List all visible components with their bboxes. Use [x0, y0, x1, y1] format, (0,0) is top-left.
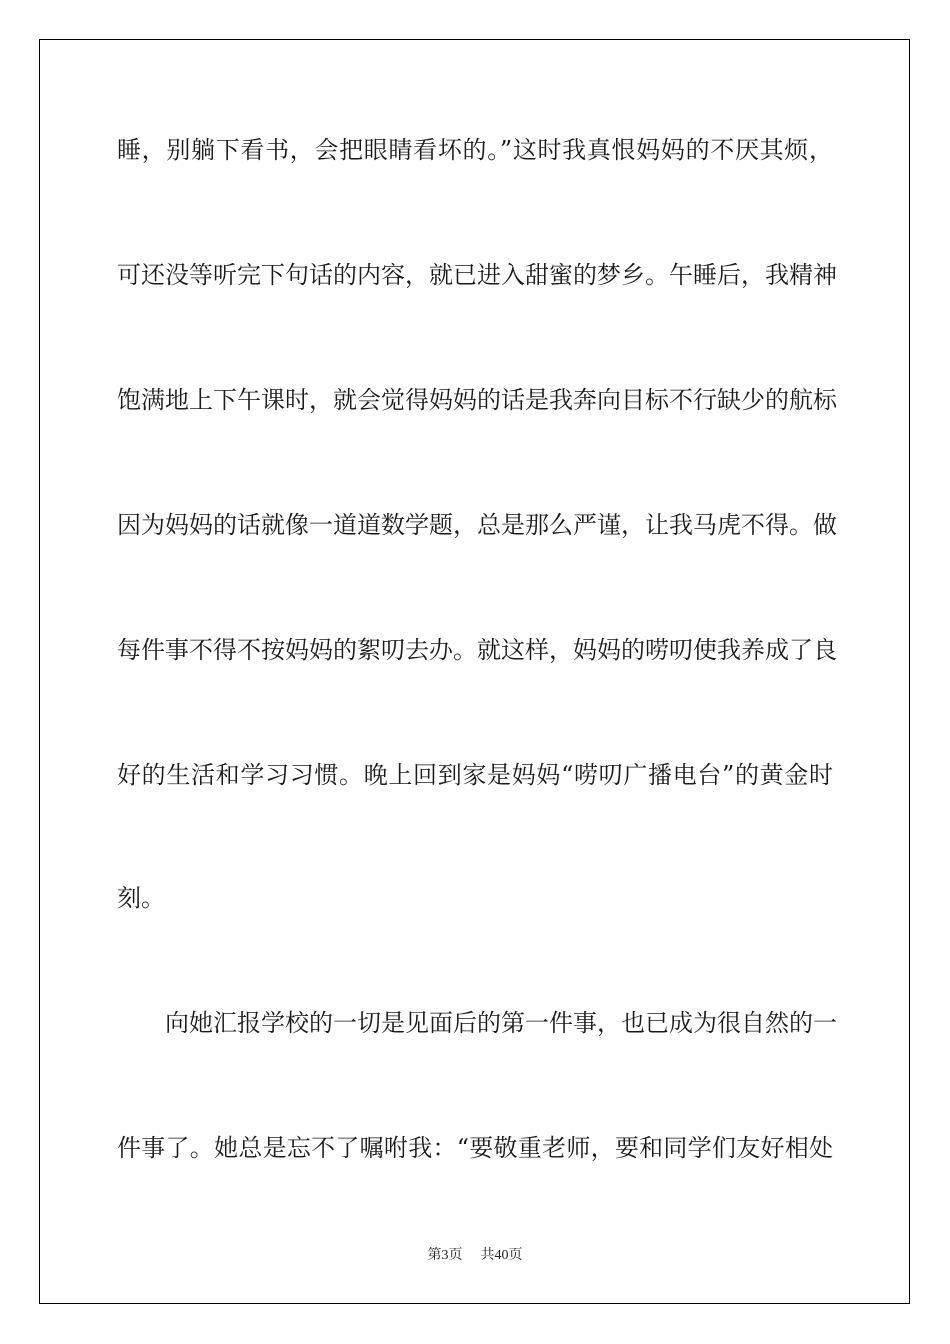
text-line-2: 可还没等听完下句话的内容，就已进入甜蜜的梦乡。午睡后，我精神: [117, 261, 837, 289]
text-line-5: 每件事不得不按妈妈的絮叨去办。就这样，妈妈的唠叨使我养成了良: [117, 636, 837, 664]
text-line-8: 向她汇报学校的一切是见面后的第一件事，也已成为很自然的一: [165, 1009, 837, 1037]
text-line-1: 睡，别躺下看书，会把眼睛看坏的。”这时我真恨妈妈的不厌其烦，: [117, 136, 833, 164]
page-total: 共40页: [480, 1248, 523, 1263]
text-line-3: 饱满地上下午课时，就会觉得妈妈的话是我奔向目标不行缺少的航标: [117, 386, 837, 414]
text-line-9: 件事了。她总是忘不了嘱咐我：“要敬重老师，要和同学们友好相处: [117, 1134, 833, 1162]
page-number: 第3页: [427, 1248, 463, 1263]
text-line-7: 刻。: [117, 884, 165, 912]
text-line-6: 好的生活和学习习惯。晚上回到家是妈妈“唠叨广播电台”的黄金时: [117, 761, 833, 789]
page-border: [39, 39, 910, 1304]
page-footer: [0, 1246, 950, 1266]
text-line-4: 因为妈妈的话就像一道道数学题，总是那么严谨，让我马虎不得。做: [117, 511, 837, 539]
